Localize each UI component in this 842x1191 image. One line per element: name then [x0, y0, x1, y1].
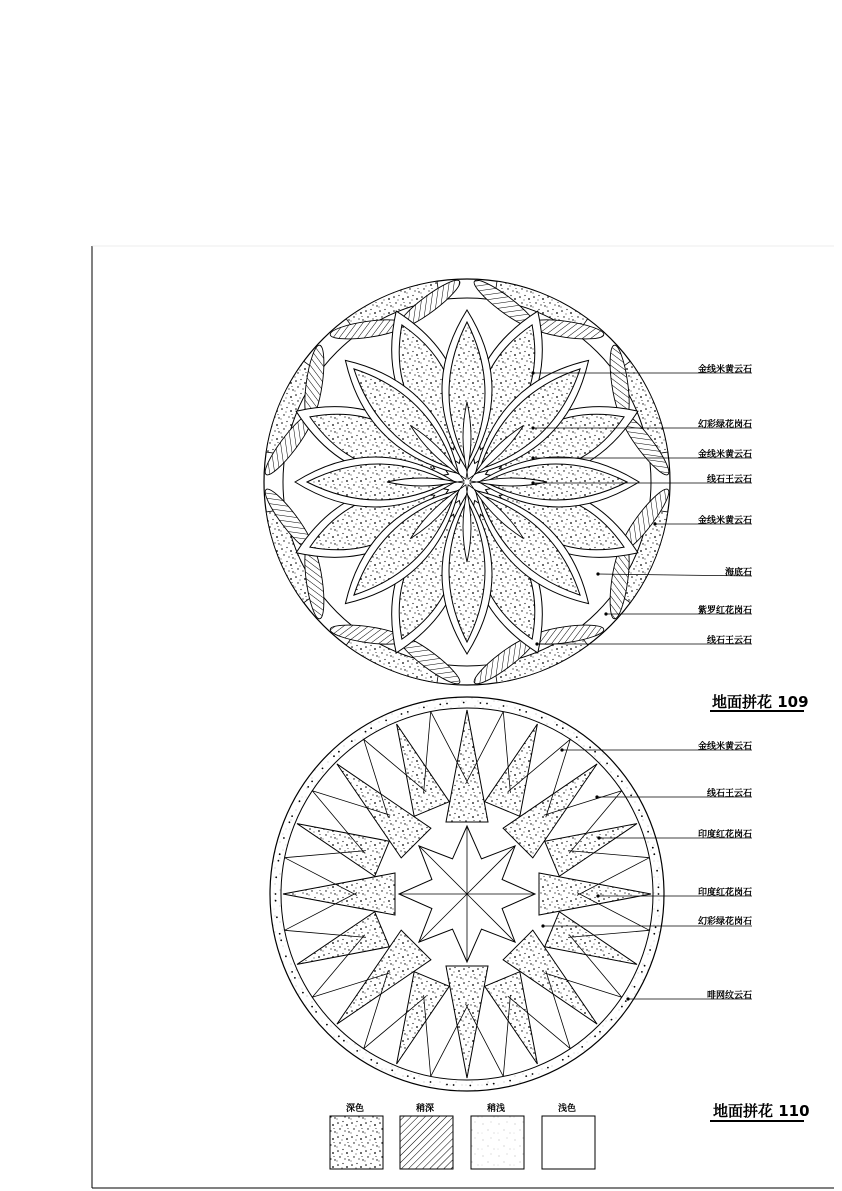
label-110-2: 线石王云石: [706, 789, 752, 799]
center-star: [457, 472, 477, 492]
label-110-1: 金线米黄云石: [697, 742, 752, 752]
ring-dot: [641, 815, 643, 817]
ring-dot: [446, 703, 448, 705]
ring-dot: [439, 704, 441, 706]
ring-dot: [486, 703, 488, 705]
ring-dot: [656, 870, 658, 872]
ring-dot: [581, 1046, 583, 1048]
ring-dot: [343, 1040, 345, 1042]
ring-dot: [652, 847, 654, 849]
label-109-6: 海底石: [724, 568, 752, 578]
ring-dot: [463, 702, 465, 704]
ring-dot: [480, 702, 482, 704]
ring-dot: [302, 992, 304, 994]
label-109-8: 线石王云石: [706, 636, 752, 646]
ring-dot: [525, 711, 527, 713]
ring-dot: [562, 727, 564, 729]
ring-dot: [370, 1059, 372, 1061]
ring-dot: [275, 900, 277, 902]
ring-dot: [275, 893, 277, 895]
ring-dot: [576, 736, 578, 738]
ring-dot: [283, 837, 285, 839]
figure-110-title: 地面拼花 110: [713, 1102, 810, 1120]
label-110-5: 幻彩绿花岗石: [697, 917, 752, 927]
ring-dot: [625, 1000, 627, 1002]
ring-dot: [621, 1006, 623, 1008]
ring-dot: [423, 707, 425, 709]
legend-swatch-medium-dark: [400, 1116, 453, 1169]
ring-dot: [568, 1056, 570, 1058]
ring-dot: [299, 800, 301, 802]
label-109-4: 线石王云石: [706, 475, 752, 485]
ring-dot: [338, 1035, 340, 1037]
ring-dot: [562, 1059, 564, 1061]
ring-dot: [326, 1024, 328, 1026]
ring-dot: [285, 955, 287, 957]
ring-dot: [525, 1075, 527, 1077]
ring-dot: [407, 1075, 409, 1077]
ring-dot: [634, 986, 636, 988]
ring-dot: [532, 1073, 534, 1075]
ring-dot: [556, 724, 558, 726]
ring-dot: [278, 860, 280, 862]
label-110-6: 啡网纹云石: [706, 991, 752, 1001]
ring-dot: [385, 720, 387, 722]
label-110-3: 印度红花岗石: [697, 830, 752, 840]
ring-dot: [275, 876, 277, 878]
legend-swatch-medium-light: [471, 1116, 524, 1169]
ring-dot: [333, 755, 335, 757]
label-109-7: 紫罗红花岗石: [697, 606, 752, 616]
material-legend: [330, 1102, 595, 1169]
ring-dot: [401, 713, 403, 715]
legend-swatch-dark: [330, 1116, 383, 1169]
ring-dot: [617, 775, 619, 777]
ring-dot: [294, 977, 296, 979]
ring-dot: [606, 763, 608, 765]
label-109-5: 金线米黄云石: [697, 516, 752, 526]
ring-dot: [655, 926, 657, 928]
medallion-109: [260, 275, 675, 690]
ring-dot: [376, 1062, 378, 1064]
ring-dot: [338, 751, 340, 753]
label-109-3: 金线米黄云石: [697, 450, 752, 460]
figure-109-labels: [698, 363, 752, 646]
ring-dot: [519, 709, 521, 711]
legend-label-light: 浅色: [557, 1104, 577, 1114]
ring-dot: [638, 809, 640, 811]
ring-dot: [291, 815, 293, 817]
ring-dot: [322, 768, 324, 770]
ring-dot: [630, 795, 632, 797]
ring-dot: [509, 1080, 511, 1082]
label-110-4: 印度红花岗石: [697, 888, 752, 898]
ring-dot: [370, 727, 372, 729]
ring-dot: [641, 971, 643, 973]
ring-dot: [413, 1077, 415, 1079]
legend-swatch-light: [542, 1116, 595, 1169]
ring-dot: [469, 1085, 471, 1087]
ring-dot: [279, 853, 281, 855]
ring-dot: [503, 705, 505, 707]
ring-dot: [279, 933, 281, 935]
legend-label-medium-light: 稍浅: [486, 1104, 506, 1114]
ring-dot: [446, 1084, 448, 1086]
ring-dot: [365, 731, 367, 733]
ring-dot: [653, 933, 655, 935]
ring-dot: [547, 1067, 549, 1069]
ring-dot: [289, 821, 291, 823]
ring-dot: [644, 965, 646, 967]
legend-label-dark: 深色: [345, 1104, 365, 1114]
ring-dot: [658, 886, 660, 888]
ring-dot: [594, 1035, 596, 1037]
ring-dot: [611, 1019, 613, 1021]
ring-dot: [351, 740, 353, 742]
ring-dot: [649, 949, 651, 951]
ring-dot: [599, 1031, 601, 1033]
ring-dot: [453, 1084, 455, 1086]
figure-109-title: 地面拼花 109: [712, 693, 809, 711]
medallion-110: [270, 697, 664, 1091]
ring-dot: [307, 786, 309, 788]
ring-dot: [541, 717, 543, 719]
ring-dot: [315, 1011, 317, 1013]
ring-dot: [589, 746, 591, 748]
ring-dot: [653, 853, 655, 855]
ring-dot: [594, 751, 596, 753]
ring-dot: [276, 916, 278, 918]
ring-dot: [280, 939, 282, 941]
figure-110-labels: [698, 740, 752, 1001]
label-109-2: 幻彩绿花岗石: [697, 420, 752, 430]
ring-dot: [311, 781, 313, 783]
ring-dot: [407, 711, 409, 713]
legend-label-medium-dark: 稍深: [415, 1104, 435, 1114]
ring-dot: [356, 1050, 358, 1052]
ring-dot: [391, 1069, 393, 1071]
ring-dot: [430, 1081, 432, 1083]
label-109-1: 金线米黄云石: [697, 365, 752, 375]
ring-dot: [486, 1084, 488, 1086]
ring-dot: [657, 910, 659, 912]
ring-dot: [621, 781, 623, 783]
ring-dot: [311, 1006, 313, 1008]
ring-dot: [647, 831, 649, 833]
ring-dot: [493, 1083, 495, 1085]
ring-dot: [291, 971, 293, 973]
ring-dot: [658, 893, 660, 895]
